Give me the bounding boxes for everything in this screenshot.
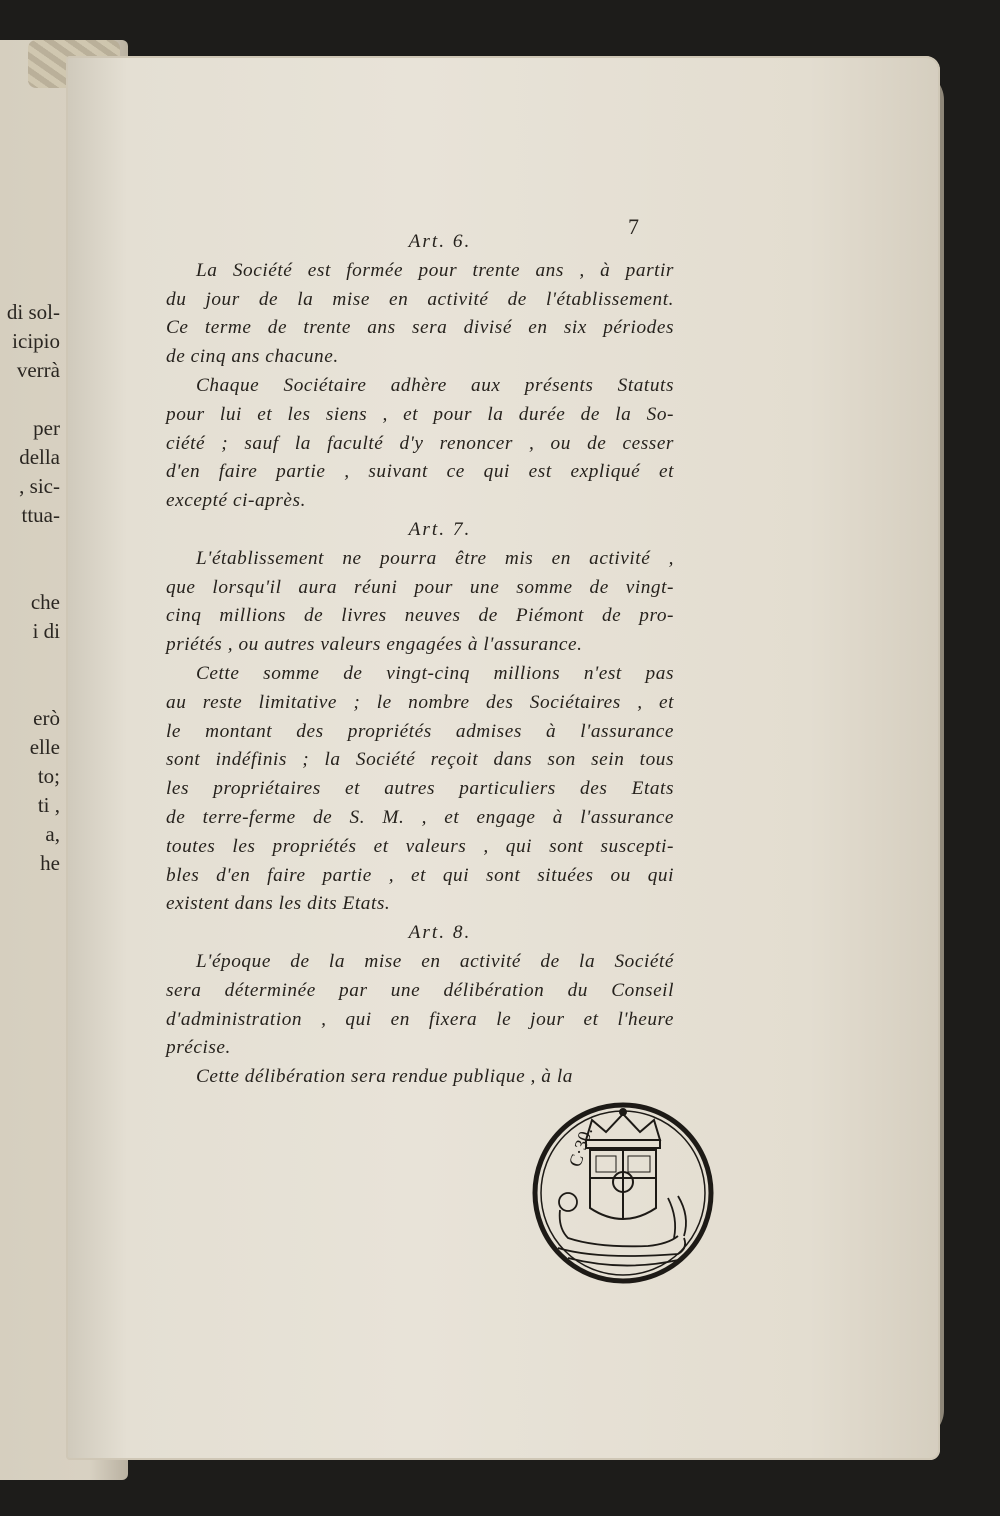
article-heading: Art. 8. bbox=[408, 922, 472, 944]
text-line: les propriétaires et autres particuliers des Etats bbox=[166, 778, 674, 800]
text-line: L'époque de la mise en activité de la Société bbox=[196, 950, 674, 972]
text-line: Ce terme de trente ans sera divisé en six périodes bbox=[166, 317, 674, 339]
left-page-line: icipio bbox=[12, 329, 60, 353]
left-page-line: per bbox=[33, 416, 60, 440]
text-line: que lorsqu'il aura réuni pour une somme de vingt- bbox=[166, 576, 674, 598]
text-line: priétés , ou autres valeurs engagées à l'assurance. bbox=[166, 634, 583, 656]
left-page-line: , sic- bbox=[19, 474, 60, 498]
text-line: bles d'en faire partie , et qui sont situées ou qui bbox=[166, 864, 674, 886]
text-line: au reste limitative ; le nombre des Sociétaires , et bbox=[166, 691, 674, 713]
left-page-line bbox=[0, 559, 60, 588]
shield-icon bbox=[590, 1150, 656, 1219]
text-line: d'en faire partie , suivant ce qui est expliqué et bbox=[166, 461, 674, 483]
text-line: de cinq ans chacune. bbox=[166, 346, 339, 368]
text-line: La Société est formée pour trente ans , à partir bbox=[196, 259, 674, 281]
text-line: existent dans les dits Etats. bbox=[166, 893, 391, 915]
left-page-line: erò bbox=[33, 706, 60, 730]
text-line: cinq millions de livres neuves de Piémont de pro- bbox=[166, 605, 674, 627]
text-line: d'administration , qui en fixera le jour et l'heure bbox=[166, 1008, 674, 1030]
library-stamp-emblem bbox=[528, 1098, 718, 1288]
article-heading: Art. 7. bbox=[408, 518, 472, 540]
left-page-line: elle bbox=[29, 735, 60, 759]
left-page-line: ttua- bbox=[21, 503, 60, 527]
page-number: 7 bbox=[628, 214, 639, 239]
left-page-line: ti , bbox=[37, 793, 60, 817]
left-page-line: to; bbox=[37, 764, 60, 788]
left-page-line: a, bbox=[45, 822, 60, 846]
left-page-line: i di bbox=[32, 619, 60, 643]
article-heading: Art. 6. bbox=[408, 231, 472, 252]
text-line: L'établissement ne pourra être mis en activité , bbox=[196, 547, 674, 569]
left-page-line bbox=[0, 530, 60, 559]
stamp-inscription: C·30. bbox=[564, 1124, 597, 1170]
left-page-line bbox=[0, 675, 60, 704]
page-body-text bbox=[166, 228, 674, 1092]
text-line: de terre-ferme de S. M. , et engage à l'assurance bbox=[166, 806, 674, 828]
left-page-line: verrà bbox=[16, 358, 60, 382]
left-page-line: che bbox=[30, 590, 60, 614]
text-line: ciété ; sauf la faculté d'y renoncer , ou de cesser bbox=[166, 432, 674, 454]
text-line: Cette somme de vingt-cinq millions n'est pas bbox=[196, 662, 674, 684]
text-line: sont indéfinis ; la Société reçoit dans son sein tous bbox=[166, 749, 674, 771]
left-page-line: di sol- bbox=[6, 300, 60, 324]
text-line: Cette délibération sera rendue publique , à la bbox=[196, 1066, 573, 1088]
text-line: pour lui et les siens , et pour la durée de la So- bbox=[166, 403, 674, 425]
text-line: Chaque Sociétaire adhère aux présents Statuts bbox=[196, 374, 674, 396]
left-page-text bbox=[0, 298, 60, 878]
text-line: le montant des propriétés admises à l'assurance bbox=[166, 720, 674, 742]
left-page-line bbox=[0, 385, 60, 414]
text-line: toutes les propriétés et valeurs , qui sont suscepti- bbox=[166, 835, 674, 857]
text-line: excepté ci-après. bbox=[166, 490, 306, 512]
left-page-line: della bbox=[19, 445, 60, 469]
text-line: du jour de la mise en activité de l'établissement. bbox=[166, 288, 674, 310]
left-page-line: he bbox=[40, 851, 60, 875]
text-line: sera déterminée par une délibération du Conseil bbox=[166, 979, 674, 1001]
text-line: précise. bbox=[166, 1037, 231, 1059]
left-page-line bbox=[0, 646, 60, 675]
